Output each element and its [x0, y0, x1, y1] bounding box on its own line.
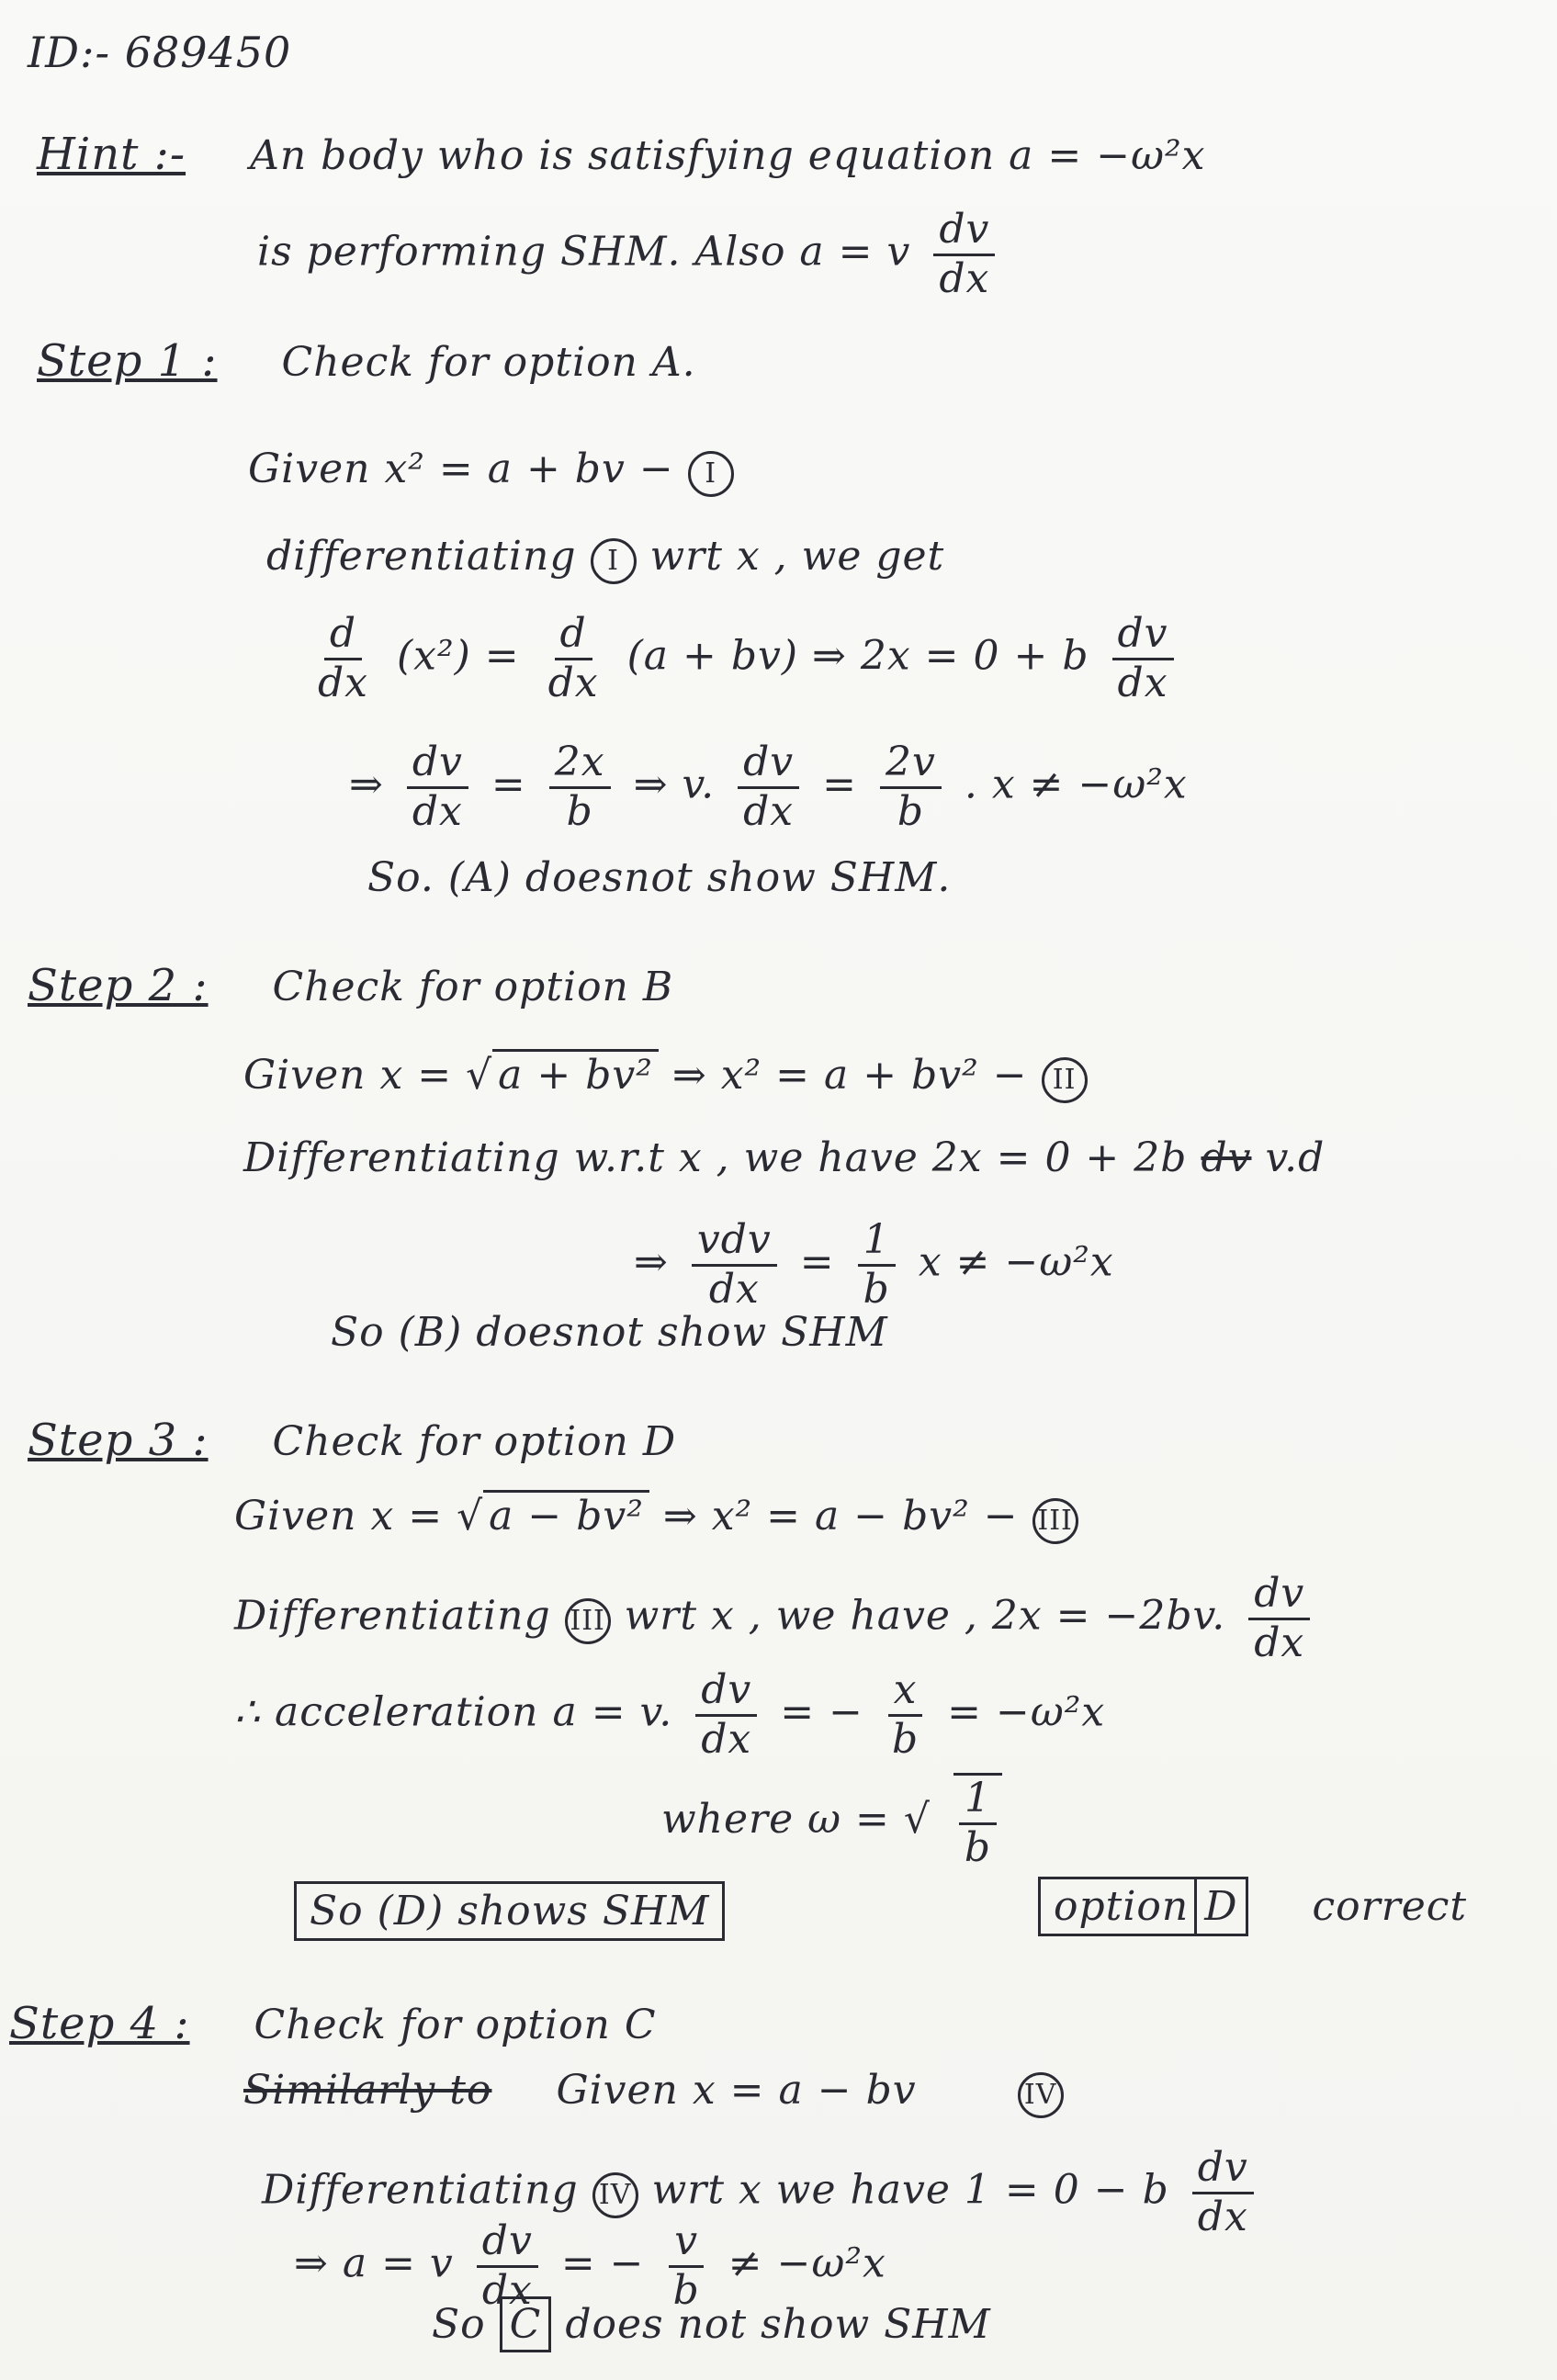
equation-tag-ref: III	[565, 1598, 611, 1644]
frac-num: dv	[695, 1667, 757, 1717]
equals-minus: = −	[780, 1688, 863, 1736]
where-text: where ω =	[661, 1796, 890, 1844]
step4-diff-word: Differentiating	[262, 2166, 579, 2214]
step1-eq1-a: (x²) =	[396, 632, 534, 680]
step3-conclusion-row	[294, 1888, 725, 1934]
step4-conclusion	[432, 2301, 991, 2348]
equation-tag-ref: I	[591, 538, 637, 584]
frac-den: b	[672, 2266, 700, 2314]
equals-minus: = −	[560, 2239, 645, 2287]
frac-den: b	[891, 1715, 920, 1763]
equation-tag: II	[1042, 1057, 1088, 1103]
step3-accel	[234, 1667, 1105, 1763]
hint-frac-den: dx	[939, 254, 990, 302]
step2-given: Given x = √ a + bv² ⇒ x² = a + bv² − II	[243, 1052, 1088, 1103]
step4-diff-rest: wrt x we have 1 = 0 − b	[651, 2166, 1169, 2214]
step3-label: Step 3 :	[28, 1415, 209, 1466]
step1-conclusion: So. (A) doesnot show SHM.	[367, 854, 952, 901]
step4-heading	[9, 1998, 657, 2049]
fraction	[858, 1217, 896, 1313]
answer-option-text: option	[1038, 1877, 1194, 1936]
d-dx-fraction	[312, 611, 374, 706]
frac-num: 1	[858, 1217, 896, 1267]
step1-given	[248, 446, 734, 497]
fraction	[549, 739, 611, 835]
hint-fraction	[933, 207, 995, 302]
frac-den: b	[863, 1265, 890, 1313]
frac-num: 1	[959, 1776, 997, 1825]
step1-heading	[37, 335, 696, 387]
step4-given-text: Given x = a − bv	[556, 2067, 917, 2114]
step2-label: Step 2 :	[28, 960, 209, 1011]
frac-num: 2x	[549, 739, 611, 789]
frac-den: dx	[1254, 1619, 1305, 1666]
fraction	[1192, 2145, 1254, 2240]
step3-given-pre: Given x =	[234, 1493, 444, 1540]
step3-given-post: ⇒ x² = a − bv² −	[662, 1493, 1019, 1540]
fraction	[668, 2218, 705, 2314]
answer-row	[1038, 1883, 1467, 1930]
step4-eq	[294, 2218, 886, 2314]
step4-label: Step 4 :	[9, 1998, 190, 2049]
frac-den: dx	[318, 659, 368, 706]
hint-frac-num: dv	[933, 207, 995, 256]
step3-title: Check for option D	[272, 1418, 677, 1465]
frac-den: b	[897, 787, 924, 835]
step1-diff-rest: wrt x , we get	[649, 533, 945, 580]
answer-correct-text: correct	[1312, 1883, 1468, 1930]
acceleration-text: ∴ acceleration a = v.	[234, 1688, 673, 1736]
d-dx-fraction-2	[543, 611, 604, 706]
boxed-conclusion: So (D) shows SHM	[294, 1881, 725, 1941]
fraction	[738, 739, 799, 835]
sqrt-expression: a + bv²	[492, 1049, 659, 1099]
hint-label: Hint :-	[37, 129, 186, 180]
step2-diff-end: v.d	[1265, 1134, 1326, 1181]
so-text: So	[432, 2301, 486, 2348]
step1-diff-word: differentiating	[266, 533, 577, 580]
step2-eq	[634, 1217, 1114, 1313]
frac-den: b	[566, 787, 593, 835]
step1-eq2-end: . x ≠ −ω²x	[964, 761, 1188, 808]
equation-tag: III	[1032, 1498, 1078, 1544]
struck-text: Similarly to	[243, 2067, 492, 2114]
frac-num: d	[555, 611, 592, 660]
frac-num: dv	[407, 739, 468, 789]
fraction	[886, 1667, 924, 1763]
step1-label: Step 1 :	[37, 335, 218, 387]
step3-diff	[234, 1571, 1319, 1666]
frac-num: dv	[1192, 2145, 1254, 2194]
step2-given-pre: Given x =	[243, 1052, 453, 1099]
step4-given	[243, 2067, 1064, 2118]
step3-diff-rest: wrt x , we have , 2x = −2bv.	[624, 1592, 1226, 1640]
id-line: ID:- 689450	[28, 28, 292, 77]
step2-heading	[28, 960, 673, 1011]
step3-heading	[28, 1415, 676, 1466]
step3-given: Given x = √ a − bv² ⇒ x² = a − bv² − III	[234, 1493, 1078, 1544]
fraction	[407, 739, 468, 835]
dv-dx-fraction	[1112, 611, 1174, 706]
omega-fraction	[953, 1773, 1002, 1871]
equals: =	[822, 761, 857, 808]
option-letter-box: C	[500, 2296, 552, 2352]
implies-v: ⇒ v.	[633, 761, 716, 808]
frac-den: dx	[1117, 659, 1168, 706]
step2-title: Check for option B	[272, 964, 674, 1010]
frac-den: dx	[708, 1265, 760, 1313]
frac-num: v	[669, 2218, 704, 2268]
step2-diff	[243, 1134, 1325, 1181]
fraction	[695, 1667, 757, 1763]
implies: ⇒	[349, 761, 384, 808]
step2-given-post: ⇒ x² = a + bv² −	[671, 1052, 1028, 1099]
frac-num: 2v	[880, 739, 942, 789]
equation-tag: I	[688, 451, 734, 497]
step3-accel-end: = −ω²x	[947, 1688, 1106, 1736]
step2-eq-end: x ≠ −ω²x	[918, 1238, 1114, 1286]
answer-letter-box: D	[1194, 1877, 1247, 1936]
step1-diff	[266, 533, 944, 584]
hint-text-1: An body who is satisfying equation a = −ω²x	[250, 132, 1206, 179]
frac-den: dx	[481, 2266, 533, 2314]
step2-diff-text: Differentiating w.r.t x , we have 2x = 0 + 2b	[243, 1134, 1188, 1181]
frac-num: dv	[738, 739, 799, 789]
step2-conclusion: So (B) doesnot show SHM	[331, 1309, 888, 1356]
step4-conclusion-text: does not show SHM	[565, 2301, 991, 2348]
step1-title: Check for option A.	[281, 339, 696, 386]
equation-tag: IV	[1018, 2072, 1064, 2118]
implies: ⇒	[634, 1238, 669, 1286]
struck-text: dv	[1201, 1134, 1252, 1181]
step3-diff-word: Differentiating	[234, 1592, 551, 1640]
equation-tag-ref: IV	[592, 2172, 638, 2218]
frac-den: dx	[701, 1715, 752, 1763]
frac-num: x	[888, 1667, 923, 1717]
step1-given-text: Given x² = a + bv −	[248, 446, 674, 492]
frac-num: dv	[477, 2218, 538, 2268]
implies-a: ⇒ a = v	[294, 2239, 454, 2287]
frac-num: vdv	[692, 1217, 777, 1267]
step3-where: where ω = √ $\frac{1}{b}$	[661, 1773, 1011, 1871]
step4-eq-end: ≠ −ω²x	[728, 2239, 886, 2287]
frac-den: dx	[743, 787, 795, 835]
step1-eq1	[303, 611, 1183, 706]
frac-num: dv	[1248, 1571, 1310, 1620]
step4-title: Check for option C	[254, 2002, 657, 2048]
equals: =	[799, 1238, 835, 1286]
frac-den: dx	[412, 787, 463, 835]
frac-den: dx	[1197, 2193, 1248, 2240]
frac-den: dx	[547, 659, 599, 706]
frac-num: dv	[1112, 611, 1174, 660]
sqrt-expression: a − bv²	[483, 1490, 649, 1540]
hint-row-1	[37, 129, 1205, 180]
step1-eq1-b: (a + bv) ⇒ 2x = 0 + b	[626, 632, 1089, 680]
hint-text-2: is performing SHM. Also a = v	[257, 228, 911, 276]
step1-eq2	[349, 739, 1188, 835]
fraction	[880, 739, 942, 835]
fraction	[1248, 1571, 1310, 1666]
fraction	[692, 1217, 777, 1313]
frac-num: d	[324, 611, 362, 660]
frac-den: b	[964, 1823, 992, 1871]
hint-row-2	[257, 207, 1004, 302]
equals: =	[491, 761, 526, 808]
